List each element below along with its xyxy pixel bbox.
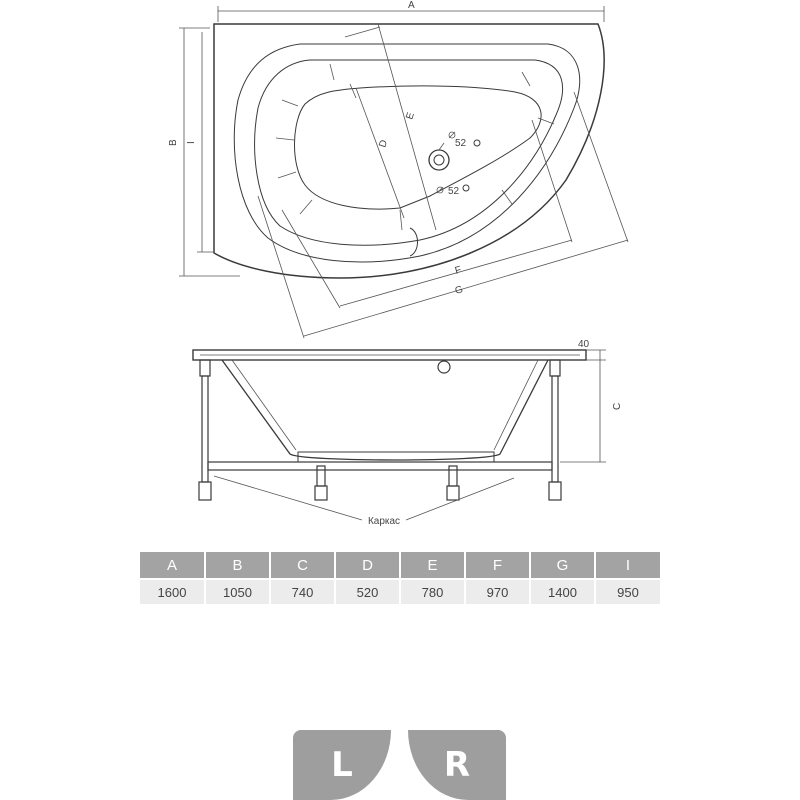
dim-label-g: G bbox=[453, 284, 465, 297]
header-cell-e: E bbox=[400, 552, 465, 579]
value-cell-c: 740 bbox=[270, 579, 335, 604]
header-cell-g: G bbox=[530, 552, 595, 579]
header-cell-d: D bbox=[335, 552, 400, 579]
drain-inner-ring bbox=[434, 155, 444, 165]
dim-label-i: I bbox=[186, 141, 197, 144]
dim-label-a: A bbox=[408, 0, 415, 11]
side-view-overflow bbox=[438, 361, 450, 373]
value-cell-f: 970 bbox=[465, 579, 530, 604]
variant-left-button[interactable]: L bbox=[293, 730, 391, 800]
value-cell-a: 1600 bbox=[140, 579, 205, 604]
variant-right-button[interactable]: R bbox=[408, 730, 506, 800]
rim-ticks bbox=[276, 64, 554, 230]
value-cell-i: 950 bbox=[595, 579, 660, 604]
dim-label-e: E bbox=[404, 111, 417, 121]
top-view-inner-rim bbox=[255, 60, 563, 245]
top-view-basin bbox=[294, 86, 541, 209]
header-cell-f: F bbox=[465, 552, 530, 579]
value-cell-e: 780 bbox=[400, 579, 465, 604]
side-view-shell bbox=[222, 360, 548, 460]
drain-label-upper: 52 bbox=[455, 138, 467, 149]
drain-hole-lower-icon bbox=[463, 185, 469, 191]
top-view bbox=[168, 0, 628, 338]
drain-label-lower: 52 bbox=[448, 186, 460, 197]
value-cell-b: 1050 bbox=[205, 579, 270, 604]
header-cell-a: A bbox=[140, 552, 205, 579]
dimension-table-row bbox=[140, 579, 660, 604]
side-view bbox=[193, 339, 623, 527]
header-cell-i: I bbox=[595, 552, 660, 579]
header-cell-c: C bbox=[270, 552, 335, 579]
dim-label-b: B bbox=[168, 139, 179, 146]
dimension-table bbox=[140, 552, 660, 604]
frame-label: Каркас bbox=[367, 516, 401, 527]
dim-label-f: F bbox=[453, 264, 463, 277]
value-cell-d: 520 bbox=[335, 579, 400, 604]
drain-outer-ring bbox=[429, 150, 449, 170]
dimension-table-header bbox=[140, 552, 660, 579]
drain-hole-upper-icon bbox=[474, 140, 480, 146]
dim-label-c: C bbox=[612, 402, 623, 410]
dim-label-rim: 40 bbox=[578, 339, 590, 350]
frame bbox=[199, 360, 561, 500]
value-cell-g: 1400 bbox=[530, 579, 595, 604]
dim-label-d: D bbox=[377, 138, 391, 149]
header-cell-b: B bbox=[205, 552, 270, 579]
